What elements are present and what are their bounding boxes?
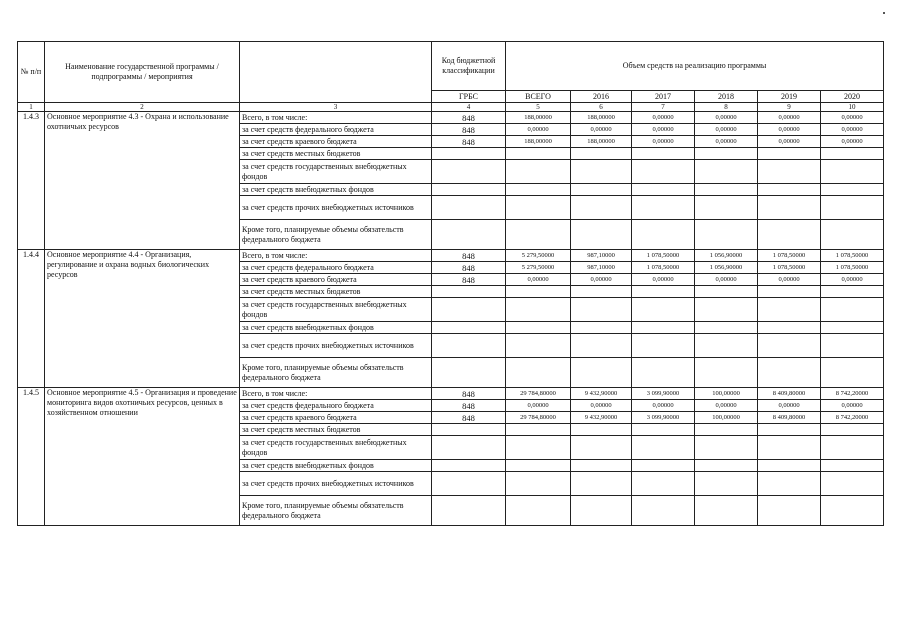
column-index: 6 <box>571 103 632 112</box>
amount-cell <box>758 220 821 250</box>
amount-cell: 29 784,80000 <box>506 388 571 400</box>
amount-cell: 0,00000 <box>632 274 695 286</box>
amount-cell <box>758 322 821 334</box>
amount-cell <box>695 196 758 220</box>
funding-source: за счет средств прочих внебюджетных источников <box>240 334 432 358</box>
amount-cell: 0,00000 <box>632 124 695 136</box>
header-kbk: Код бюджетной классификации <box>432 42 506 91</box>
funding-source: за счет средств прочих внебюджетных источников <box>240 196 432 220</box>
amount-cell <box>632 298 695 322</box>
amount-cell: 0,00000 <box>571 124 632 136</box>
amount-cell <box>632 148 695 160</box>
amount-cell: 0,00000 <box>821 136 884 148</box>
amount-cell <box>632 424 695 436</box>
amount-cell: 1 078,50000 <box>632 250 695 262</box>
funding-source: за счет средств внебюджетных фондов <box>240 322 432 334</box>
amount-cell <box>571 472 632 496</box>
amount-cell: 0,00000 <box>506 124 571 136</box>
funding-source: за счет средств государственных внебюджетных фондов <box>240 160 432 184</box>
funding-source: за счет средств местных бюджетов <box>240 148 432 160</box>
amount-cell <box>506 196 571 220</box>
amount-cell <box>571 460 632 472</box>
grbs-code: 848 <box>432 274 506 286</box>
grbs-code <box>432 322 506 334</box>
grbs-code: 848 <box>432 136 506 148</box>
table-row <box>18 250 884 262</box>
column-index: 3 <box>240 103 432 112</box>
amount-cell <box>758 184 821 196</box>
amount-cell <box>758 424 821 436</box>
amount-cell <box>506 496 571 526</box>
amount-cell <box>695 298 758 322</box>
amount-cell <box>506 220 571 250</box>
header-grbs: ГРБС <box>432 91 506 103</box>
grbs-code <box>432 286 506 298</box>
amount-cell <box>821 496 884 526</box>
amount-cell <box>632 220 695 250</box>
grbs-code <box>432 220 506 250</box>
amount-cell <box>821 334 884 358</box>
amount-cell <box>632 184 695 196</box>
amount-cell <box>758 496 821 526</box>
amount-cell: 0,00000 <box>695 274 758 286</box>
amount-cell <box>571 424 632 436</box>
item-number: 1.4.5 <box>18 388 45 526</box>
header-year: 2017 <box>632 91 695 103</box>
funding-source: за счет средств федерального бюджета <box>240 400 432 412</box>
amount-cell <box>571 160 632 184</box>
amount-cell: 8 742,20000 <box>821 412 884 424</box>
item-name: Основное мероприятие 4.3 - Охрана и использование охотничьих ресурсов <box>45 112 240 250</box>
funding-source: за счет средств местных бюджетов <box>240 286 432 298</box>
item-number: 1.4.4 <box>18 250 45 388</box>
amount-cell: 0,00000 <box>758 112 821 124</box>
header-volume: Объем средств на реализацию программы <box>506 42 884 91</box>
amount-cell <box>695 358 758 388</box>
amount-cell: 3 099,90000 <box>632 388 695 400</box>
table-row <box>18 388 884 400</box>
amount-cell: 0,00000 <box>821 112 884 124</box>
amount-cell <box>571 148 632 160</box>
funding-source: за счет средств государственных внебюджетных фондов <box>240 298 432 322</box>
amount-cell <box>632 196 695 220</box>
amount-cell: 0,00000 <box>506 274 571 286</box>
header-source-empty <box>240 42 432 103</box>
amount-cell <box>571 496 632 526</box>
item-name: Основное мероприятие 4.5 - Организация и проведение мониторинга видов охотничьих ресурсов, ценных в хозяйственном отношении <box>45 388 240 526</box>
amount-cell: 188,00000 <box>571 136 632 148</box>
amount-cell: 1 078,50000 <box>821 250 884 262</box>
amount-cell: 0,00000 <box>758 274 821 286</box>
amount-cell <box>821 220 884 250</box>
amount-cell <box>821 184 884 196</box>
amount-cell: 8 409,80000 <box>758 412 821 424</box>
amount-cell <box>632 472 695 496</box>
amount-cell: 987,10000 <box>571 262 632 274</box>
funding-source: за счет средств местных бюджетов <box>240 424 432 436</box>
amount-cell <box>821 436 884 460</box>
amount-cell <box>571 184 632 196</box>
funding-source: за счет средств федерального бюджета <box>240 262 432 274</box>
amount-cell: 100,00000 <box>695 388 758 400</box>
grbs-code: 848 <box>432 400 506 412</box>
amount-cell <box>821 298 884 322</box>
amount-cell <box>632 334 695 358</box>
amount-cell: 3 099,90000 <box>632 412 695 424</box>
amount-cell: 5 279,50000 <box>506 262 571 274</box>
amount-cell <box>632 436 695 460</box>
amount-cell: 987,10000 <box>571 250 632 262</box>
amount-cell <box>571 220 632 250</box>
column-index: 2 <box>45 103 240 112</box>
amount-cell <box>506 358 571 388</box>
grbs-code <box>432 358 506 388</box>
amount-cell <box>506 184 571 196</box>
amount-cell <box>695 220 758 250</box>
column-index: 9 <box>758 103 821 112</box>
amount-cell <box>758 358 821 388</box>
amount-cell: 0,00000 <box>632 112 695 124</box>
header-year: 2018 <box>695 91 758 103</box>
column-index: 5 <box>506 103 571 112</box>
funding-source: Всего, в том числе: <box>240 112 432 124</box>
item-number: 1.4.3 <box>18 112 45 250</box>
grbs-code <box>432 472 506 496</box>
amount-cell: 188,00000 <box>571 112 632 124</box>
funding-source: за счет средств внебюджетных фондов <box>240 460 432 472</box>
amount-cell <box>632 160 695 184</box>
amount-cell <box>695 472 758 496</box>
amount-cell: 0,00000 <box>571 400 632 412</box>
funding-source: Всего, в том числе: <box>240 388 432 400</box>
amount-cell: 100,00000 <box>695 412 758 424</box>
amount-cell: 188,00000 <box>506 112 571 124</box>
amount-cell <box>758 148 821 160</box>
column-index: 7 <box>632 103 695 112</box>
amount-cell <box>695 496 758 526</box>
amount-cell <box>571 322 632 334</box>
item-name: Основное мероприятие 4.4 - Организация, регулирование и охрана водных биологических ресурсов <box>45 250 240 388</box>
amount-cell <box>821 196 884 220</box>
amount-cell <box>632 286 695 298</box>
amount-cell <box>506 472 571 496</box>
amount-cell: 0,00000 <box>695 136 758 148</box>
amount-cell <box>821 358 884 388</box>
amount-cell <box>695 322 758 334</box>
amount-cell: 0,00000 <box>758 136 821 148</box>
amount-cell <box>632 322 695 334</box>
amount-cell: 0,00000 <box>695 112 758 124</box>
amount-cell <box>506 148 571 160</box>
amount-cell <box>821 286 884 298</box>
amount-cell <box>571 196 632 220</box>
grbs-code: 848 <box>432 412 506 424</box>
amount-cell <box>571 436 632 460</box>
grbs-code <box>432 184 506 196</box>
amount-cell: 1 078,50000 <box>821 262 884 274</box>
amount-cell: 1 078,50000 <box>758 250 821 262</box>
funding-source: за счет средств государственных внебюджетных фондов <box>240 436 432 460</box>
amount-cell: 0,00000 <box>695 400 758 412</box>
amount-cell: 0,00000 <box>695 124 758 136</box>
funding-source: за счет средств федерального бюджета <box>240 124 432 136</box>
grbs-code: 848 <box>432 388 506 400</box>
funding-source: Кроме того, планируемые объемы обязательств федерального бюджета <box>240 358 432 388</box>
amount-cell <box>695 460 758 472</box>
column-index-row <box>18 103 884 112</box>
amount-cell <box>695 334 758 358</box>
budget-table <box>17 41 884 526</box>
amount-cell <box>821 460 884 472</box>
amount-cell <box>506 160 571 184</box>
amount-cell <box>506 436 571 460</box>
amount-cell <box>758 472 821 496</box>
amount-cell: 9 432,90000 <box>571 412 632 424</box>
grbs-code <box>432 196 506 220</box>
amount-cell: 0,00000 <box>571 274 632 286</box>
amount-cell <box>758 334 821 358</box>
grbs-code <box>432 334 506 358</box>
amount-cell: 1 078,50000 <box>758 262 821 274</box>
column-index: 4 <box>432 103 506 112</box>
funding-source: за счет средств краевого бюджета <box>240 412 432 424</box>
header-year: 2016 <box>571 91 632 103</box>
amount-cell: 0,00000 <box>821 124 884 136</box>
amount-cell <box>758 196 821 220</box>
amount-cell: 9 432,90000 <box>571 388 632 400</box>
funding-source: Кроме того, планируемые объемы обязательств федерального бюджета <box>240 220 432 250</box>
table-row <box>18 112 884 124</box>
amount-cell <box>695 148 758 160</box>
grbs-code: 848 <box>432 262 506 274</box>
amount-cell <box>571 334 632 358</box>
amount-cell <box>821 472 884 496</box>
amount-cell <box>506 298 571 322</box>
amount-cell: 0,00000 <box>632 136 695 148</box>
amount-cell <box>632 460 695 472</box>
amount-cell: 0,00000 <box>506 400 571 412</box>
amount-cell <box>695 436 758 460</box>
amount-cell: 0,00000 <box>821 274 884 286</box>
amount-cell <box>758 298 821 322</box>
amount-cell <box>695 160 758 184</box>
amount-cell: 1 056,90000 <box>695 262 758 274</box>
funding-source: Кроме того, планируемые объемы обязательств федерального бюджета <box>240 496 432 526</box>
grbs-code <box>432 460 506 472</box>
amount-cell <box>758 286 821 298</box>
funding-source: за счет средств краевого бюджета <box>240 274 432 286</box>
grbs-code <box>432 436 506 460</box>
amount-cell <box>506 424 571 436</box>
amount-cell <box>571 298 632 322</box>
amount-cell: 29 784,80000 <box>506 412 571 424</box>
amount-cell <box>695 424 758 436</box>
amount-cell <box>821 160 884 184</box>
amount-cell <box>632 496 695 526</box>
amount-cell <box>821 424 884 436</box>
amount-cell: 8 742,20000 <box>821 388 884 400</box>
grbs-code: 848 <box>432 124 506 136</box>
funding-source: за счет средств краевого бюджета <box>240 136 432 148</box>
grbs-code: 848 <box>432 112 506 124</box>
amount-cell <box>506 334 571 358</box>
amount-cell <box>695 286 758 298</box>
column-index: 10 <box>821 103 884 112</box>
header-num: № п/п <box>18 42 45 103</box>
amount-cell <box>695 184 758 196</box>
scan-dot <box>883 12 885 14</box>
amount-cell <box>758 436 821 460</box>
header-name: Наименование государственной программы / подпрограммы / мероприятия <box>45 42 240 103</box>
grbs-code <box>432 298 506 322</box>
grbs-code <box>432 148 506 160</box>
amount-cell: 5 279,50000 <box>506 250 571 262</box>
column-index: 8 <box>695 103 758 112</box>
amount-cell: 0,00000 <box>758 124 821 136</box>
header-year: 2020 <box>821 91 884 103</box>
column-index: 1 <box>18 103 45 112</box>
grbs-code <box>432 424 506 436</box>
header-year: ВСЕГО <box>506 91 571 103</box>
amount-cell: 8 409,80000 <box>758 388 821 400</box>
funding-source: за счет средств прочих внебюджетных источников <box>240 472 432 496</box>
amount-cell <box>571 286 632 298</box>
header-row <box>18 42 884 91</box>
amount-cell <box>758 460 821 472</box>
amount-cell <box>821 148 884 160</box>
grbs-code <box>432 496 506 526</box>
amount-cell: 0,00000 <box>758 400 821 412</box>
header-year: 2019 <box>758 91 821 103</box>
grbs-code <box>432 160 506 184</box>
amount-cell <box>758 160 821 184</box>
amount-cell <box>821 322 884 334</box>
amount-cell <box>506 460 571 472</box>
amount-cell <box>632 358 695 388</box>
amount-cell: 188,00000 <box>506 136 571 148</box>
amount-cell: 0,00000 <box>632 400 695 412</box>
grbs-code: 848 <box>432 250 506 262</box>
amount-cell: 1 056,90000 <box>695 250 758 262</box>
amount-cell <box>506 322 571 334</box>
amount-cell: 1 078,50000 <box>632 262 695 274</box>
funding-source: Всего, в том числе: <box>240 250 432 262</box>
amount-cell <box>506 286 571 298</box>
amount-cell <box>571 358 632 388</box>
funding-source: за счет средств внебюджетных фондов <box>240 184 432 196</box>
amount-cell: 0,00000 <box>821 400 884 412</box>
